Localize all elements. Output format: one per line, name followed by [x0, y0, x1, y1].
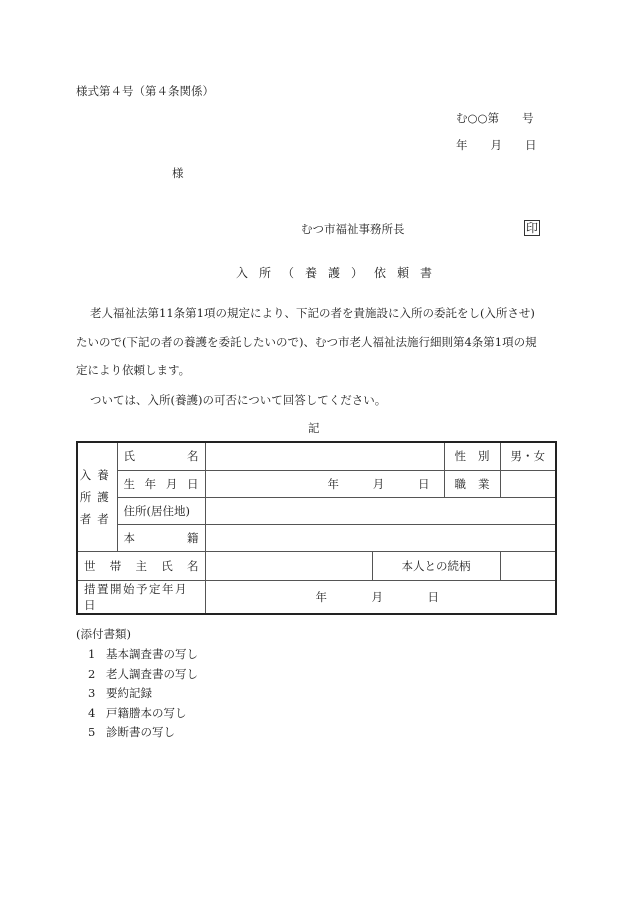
- gender-field[interactable]: 男・女: [500, 442, 556, 470]
- attachment-item: 3 要約記録: [88, 686, 152, 700]
- body-line-3: 定により依頼します。: [76, 363, 191, 377]
- householder-field[interactable]: [205, 551, 372, 580]
- start-date-field[interactable]: 年 月 日: [205, 580, 556, 614]
- honseki-field[interactable]: [205, 524, 556, 551]
- document-title: 入所（養護）依頼書: [236, 266, 444, 280]
- birth-field[interactable]: 年 月 日: [205, 470, 444, 497]
- name-label: 氏 名: [117, 442, 205, 470]
- addressee-suffix: 様: [172, 166, 184, 180]
- relation-field[interactable]: [500, 551, 556, 580]
- name-field[interactable]: [205, 442, 444, 470]
- attachment-item: 1 基本調査書の写し: [88, 647, 198, 661]
- householder-label: 世 帯 主 氏 名: [77, 551, 205, 580]
- birth-label: 生 年 月 日: [117, 470, 205, 497]
- ki-marker: 記: [308, 421, 320, 435]
- body-line-2: たいので(下記の者の養護を委託したいので)、むつ市老人福祉法施行細則第4条第1項の規: [76, 335, 537, 349]
- body-line-1: 老人福祉法第11条第1項の規定により、下記の者を貴施設に入所の委託をし(入所させ): [90, 306, 535, 320]
- attachments-heading: (添付書類): [76, 627, 131, 641]
- group-label-line-3: 者者: [79, 511, 115, 526]
- attachment-item: 2 老人調査書の写し: [88, 666, 198, 681]
- group-label-line-2: 所護: [79, 489, 115, 504]
- attachments-list: [88, 645, 198, 743]
- relation-label: 本人との続柄: [372, 551, 500, 580]
- issue-date: 年 月 日: [456, 138, 537, 152]
- attachment-item: 4 戸籍謄本の写し: [88, 705, 187, 720]
- form-number: 様式第４号（第４条関係）: [76, 84, 214, 98]
- application-table: [76, 441, 557, 615]
- attachment-item: 5 診断書の写し: [88, 725, 175, 739]
- gender-label: 性 別: [444, 442, 500, 470]
- start-date-label: 措置開始予定年月日: [77, 580, 205, 614]
- sender-name: むつ市福祉事務所長: [301, 222, 405, 236]
- body-paragraph-2: ついては、入所(養護)の可否について回答してください。: [90, 393, 387, 407]
- occupation-field[interactable]: [500, 470, 556, 497]
- resident-group-label: [77, 442, 117, 551]
- address-field[interactable]: [205, 497, 556, 524]
- honseki-label: 本 籍: [117, 524, 205, 551]
- group-label-line-1: 入養: [79, 467, 115, 482]
- occupation-label: 職 業: [444, 470, 500, 497]
- address-label: 住所(居住地): [117, 497, 205, 524]
- document-number: む○○第 号: [456, 111, 534, 125]
- seal-mark: 印: [526, 221, 539, 235]
